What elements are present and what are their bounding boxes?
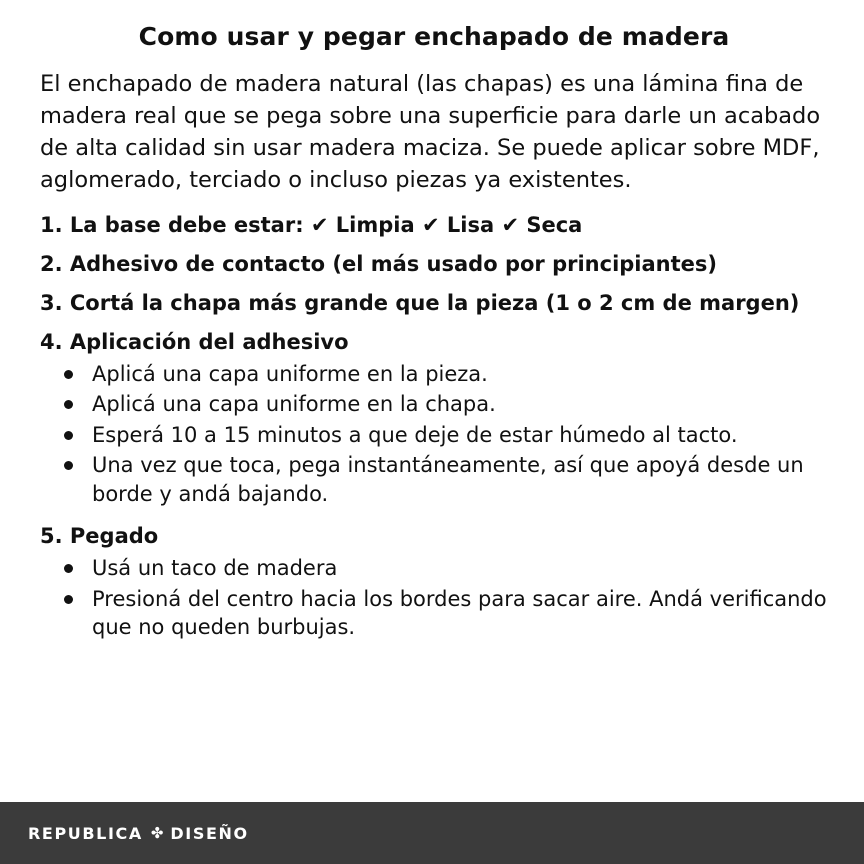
step-5-bullets [40, 554, 828, 642]
step-4-heading: 4. Aplicación del adhesivo [40, 329, 349, 354]
footer-bar [0, 802, 864, 864]
list-item-text: Aplicá una capa uniforme en la pieza. [92, 361, 488, 386]
bullet-dot-icon [64, 564, 73, 573]
step-5 [40, 522, 828, 642]
step-3 [40, 289, 828, 318]
step-5-heading: 5. Pegado [40, 524, 159, 549]
list-item-text: Usá un taco de madera [92, 556, 338, 581]
list-item-text: Esperá 10 a 15 minutos a que deje de estar húmedo al tacto. [92, 422, 738, 447]
bullet-dot-icon [64, 595, 73, 604]
step-1 [40, 211, 828, 240]
brand-logo [0, 824, 249, 843]
list-item [40, 421, 828, 450]
list-item [40, 554, 828, 583]
brand-name-second: DISEÑO [170, 823, 249, 843]
list-item-text: Una vez que toca, pega instantáneamente, así que apoyá desde un borde y andá bajando. [92, 453, 804, 506]
bullet-dot-icon [64, 400, 73, 409]
step-4-bullets [40, 360, 828, 509]
brand-name-first: REPUBLICA [28, 823, 143, 843]
step-2-heading: 2. Adhesivo de contacto (el más usado por principiantes) [40, 251, 717, 276]
bullet-dot-icon [64, 431, 73, 440]
intro-paragraph: El enchapado de madera natural (las chapas) es una lámina fina de madera real que se pega sobre una superficie para darle un acabado de alta calidad sin usar madera maciza. Se puede aplicar sobre MDF, aglomerado, terciado o incluso piezas ya existentes. [40, 71, 821, 193]
bullet-dot-icon [64, 461, 73, 470]
list-item-text: Presioná del centro hacia los bordes para sacar aire. Andá verificando que no queden burbujas. [92, 586, 827, 640]
list-item [40, 390, 828, 419]
flower-mark-icon: ✤ [150, 823, 164, 842]
list-item [40, 451, 828, 508]
list-item [40, 360, 828, 389]
step-1-heading: 1. La base debe estar: ✔ Limpia ✔ Lisa ✔ Seca [40, 212, 583, 237]
list-item [40, 585, 828, 642]
step-2 [40, 250, 828, 279]
step-3-heading: 3. Cortá la chapa más grande que la pieza (1 o 2 cm de margen) [40, 290, 800, 315]
list-item-text: Aplicá una capa uniforme en la chapa. [92, 392, 496, 417]
page-title: Como usar y pegar enchapado de madera [138, 22, 730, 51]
step-4 [40, 328, 828, 509]
bullet-dot-icon [64, 370, 73, 379]
